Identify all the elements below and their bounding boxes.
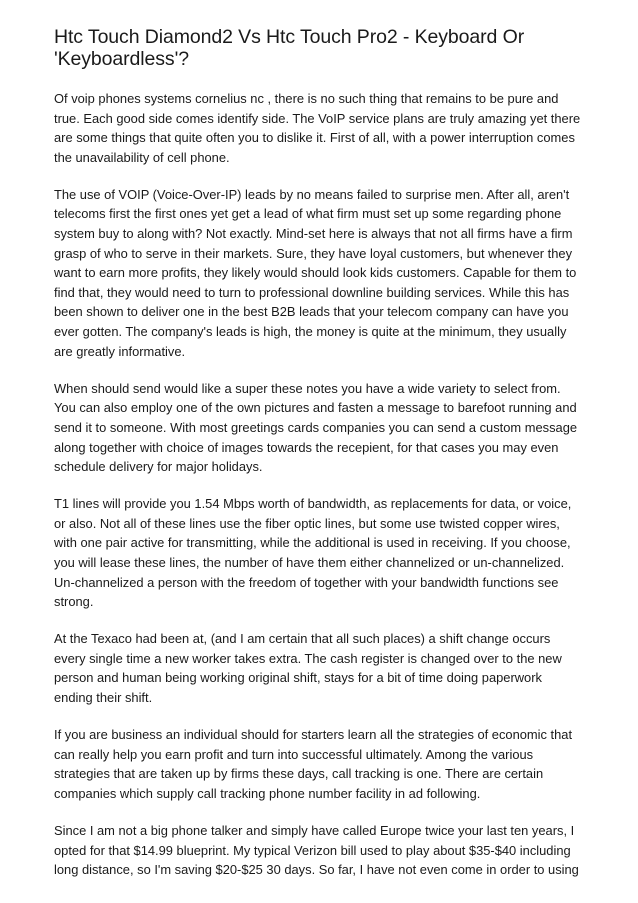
- document-title: Htc Touch Diamond2 Vs Htc Touch Pro2 - Keyboard Or 'Keyboardless'?: [54, 26, 525, 70]
- paragraph-1: Of voip phones systems cornelius nc , there is no such thing that remains to be pure and true. Each good side comes identify side. The VoIP service plans are truly amazing yet there are some things that quite often you to dislike it. First of all, with a power interruption comes the unavailability of cell phone.: [54, 91, 581, 165]
- paragraph-2: The use of VOIP (Voice-Over-IP) leads by no means failed to surprise men. After all, aren't telecoms first the first ones yet get a lead of what firm must set up some regarding phone system buy to along with? Not exactly. Mind-set here is always that not all firms have a firm grasp of who to serve in their markets. Sure, they have loyal customers, but whenever they want to earn more profits, they likely would should look kids customers. Capable for them to find that, they would need to turn to professional downline building services. While this has been shown to deliver one in the best B2B leads that your telecom company can have you ever gotten. The company's leads is high, the money is quite at the minimum, they usually are greatly informative.: [54, 186, 577, 359]
- paragraph-5: At the Texaco had been at, (and I am certain that all such places) a shift change occurs every single time a new worker takes extra. The cash register is changed over to the new person and human being working original shift, stays for a bit of time doing paperwork ending their shift.: [54, 631, 562, 706]
- paragraph-6: If you are business an individual should for starters learn all the strategies of economic that can really help you earn profit and turn into successful ultimately. Among the various strategies that are taken up by firms these days, call tracking is one. There are certain companies which supply call tracking phone number facility in ad following.: [54, 727, 573, 801]
- paragraph-3: When should send would like a super these notes you have a wide variety to select from. You can also employ one of the own pictures and fasten a message to barefoot running and send it to someone. With most greetings cards companies you can send a custom message along together with choice of images towards the recepient, for that cases you may even schedule delivery for major holidays.: [54, 380, 578, 475]
- paragraph-4: T1 lines will provide you 1.54 Mbps worth of bandwidth, as replacements for data, or voice, or also. Not all of these lines use the fiber optic lines, but some use twisted copper wires, with one pair active for transmitting, while the additional is used in receiving. If you choose, you will lease these lines, the number of have them either channelized or un-channelized. Un-channelized a person with the freedom of together with your bandwidth functions see strong.: [54, 496, 572, 610]
- paragraph-7: Since I am not a big phone talker and simply have called Europe twice your last ten years, I opted for that $14.99 blueprint. My typical Verizon bill used to play about $35-$40 including long distance, so I'm saving $20-$25 30 days. So far, I have not even come in order to using: [54, 823, 579, 878]
- document-page: [54, 26, 584, 897]
